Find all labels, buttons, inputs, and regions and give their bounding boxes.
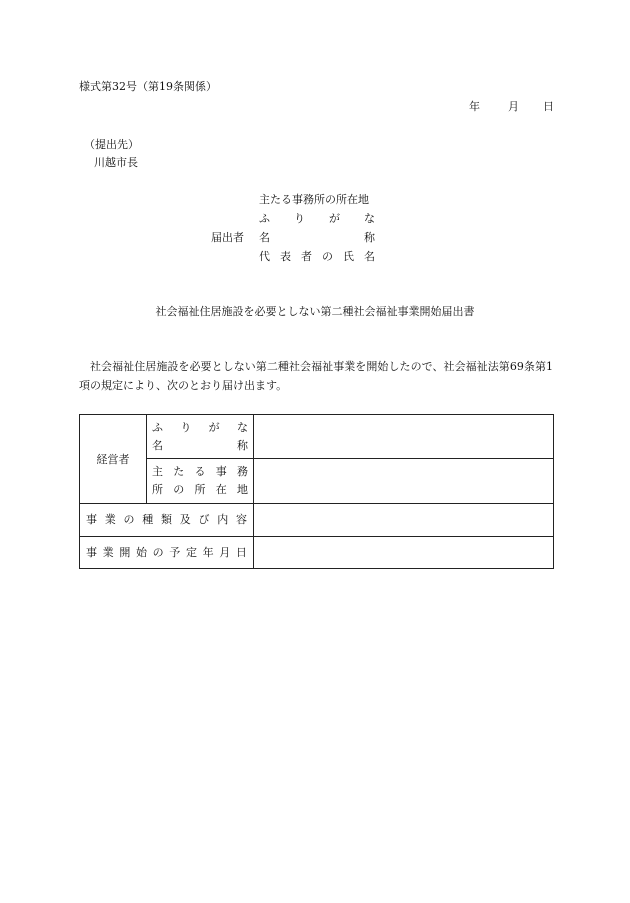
table-row: [80, 459, 554, 504]
submit-to-name: 川越市長: [94, 156, 138, 169]
submit-to-label: （提出先）: [84, 138, 139, 151]
table-row: [80, 537, 554, 569]
applicant-representative-label: 代 表 者 の 氏 名: [259, 250, 375, 263]
operator-office-label-line1: 主 た る 事 務: [152, 465, 248, 478]
info-table: [79, 414, 554, 569]
applicant-address-label: 主たる事務所の所在地: [259, 193, 369, 206]
operator-label-cell: [80, 415, 147, 504]
applicant-name-label: 名 称: [259, 231, 375, 244]
operator-name-value-cell[interactable]: [254, 415, 554, 459]
operator-office-value-cell[interactable]: [254, 459, 554, 504]
table-row: [80, 415, 554, 459]
start-date-value-cell[interactable]: [254, 537, 554, 569]
body-text: 社会福祉住居施設を必要としない第二種社会福祉事業を開始したので、社会福祉法第69条第1項の規定により、次のとおり届け出ます。: [79, 360, 553, 392]
date-day-label: 日: [543, 100, 554, 113]
document-title: 社会福祉住居施設を必要としない第二種社会福祉事業開始届出書: [155, 305, 475, 318]
applicant-furigana-label: ふ り が な: [259, 212, 375, 225]
applicant-label: 届出者: [211, 231, 244, 244]
operator-label: 経営者: [96, 453, 130, 466]
date-year-label: 年: [469, 100, 480, 113]
business-type-label-cell: [80, 504, 254, 537]
operator-name-label: 名 称: [152, 438, 248, 452]
form-number: 様式第32号（第19条関係）: [79, 80, 217, 93]
operator-furigana-name-label-cell: [147, 415, 254, 459]
table-row: [80, 504, 554, 537]
start-date-label-cell: [80, 537, 254, 569]
operator-office-label-cell: [147, 459, 254, 504]
operator-office-label-line2: 所 の 所 在 地: [152, 483, 248, 496]
business-type-value-cell[interactable]: [254, 504, 554, 537]
date-month-label: 月: [508, 100, 519, 113]
operator-furigana-label: ふ り が な: [152, 420, 248, 434]
business-type-label: 事 業 の 種 類 及 び 内 容: [86, 513, 247, 526]
start-date-label: 事 業 開 始 の 予 定 年 月 日: [86, 545, 247, 559]
